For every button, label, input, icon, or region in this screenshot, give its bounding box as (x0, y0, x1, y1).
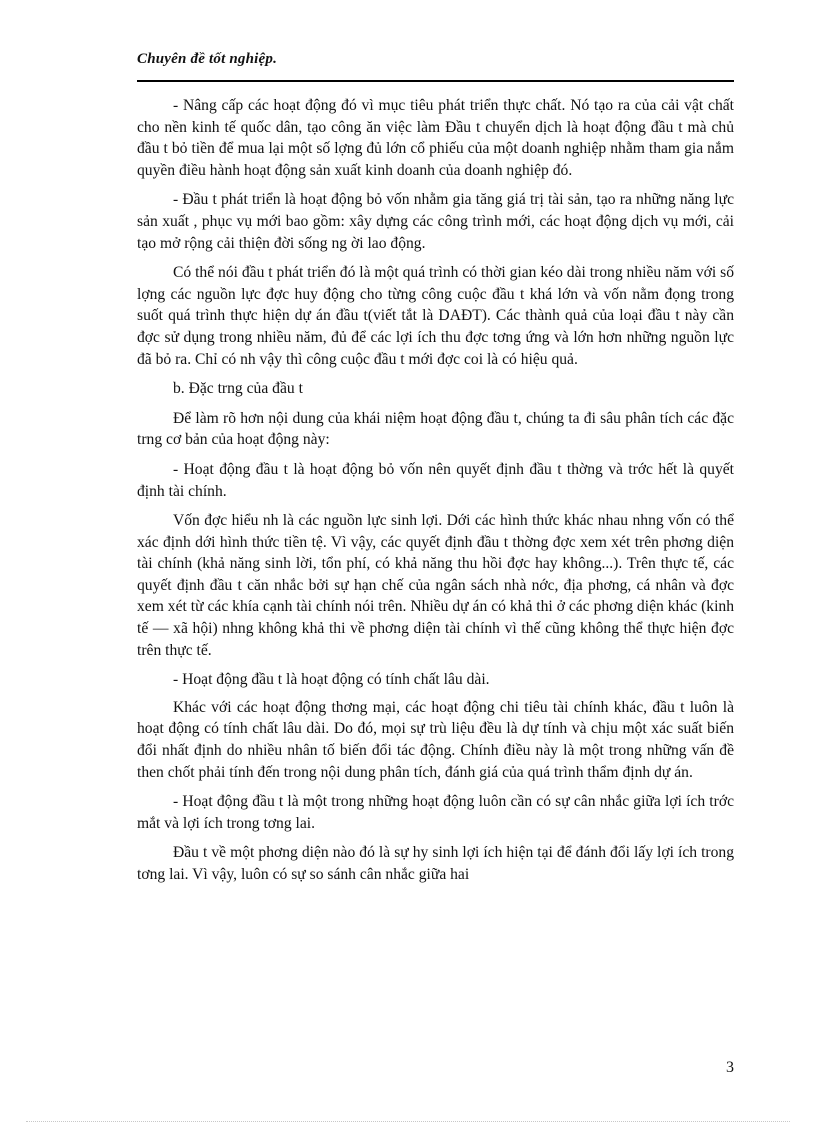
paragraph-tinh-chat-lau-dai: - Hoạt động đầu t là hoạt động có tính chất lâu dài. (173, 671, 490, 689)
paragraph-qua-trinh-dau-tu: Có thể nói đầu t phát triển đó là một quá trình có thời gian kéo dài trong nhiều năm với số lợng các nguồn lực đợc huy động cho từng công cuộc đầu t khá lớn và vốn nằm đọng trong suốt quá trình thực hiện dự án đầu t(viết tắt là DAĐT). Các thành quả của loại đầu t này cần đợc sử dụng trong nhiều năm, đủ để các lợi ích thu đợc tơng ứng và lớn hơn những nguồn lực đã bỏ ra. Chỉ có nh vậy thì công cuộc đầu t mới đợc coi là có hiệu quả. (137, 264, 734, 368)
paragraph-von-sinh-loi: Vốn đợc hiểu nh là các nguồn lực sinh lợi. Dới các hình thức khác nhau nhng vốn có thể xác định dới hình thức tiền tệ. Vì vậy, các quyết định đầu t thờng đợc xem xét trên phơng diện tài chính (khả năng sinh lời, tổn phí, có khả năng thu hồi đợc hay không...). Trên thực tế, các quyết định đầu t căn nhắc bởi sự hạn chế của ngân sách nhà nớc, địa phơng, cá nhân và đợc xem xét từ các khía cạnh tài chính nói trên. Nhiều dự án có khả thi ở các phơng diện khác (kinh tế — xã hội) nhng không khả thi về phơng diện tài chính vì thế cũng không thể thực hiện đợc trên thực tế. (137, 512, 734, 659)
paragraph-phan-tich-dac-trung: Để làm rõ hơn nội dung của khái niệm hoạt động đầu t, chúng ta đi sâu phân tích các đặc trng cơ bản của hoạt động này: (137, 409, 734, 449)
page-header (137, 48, 734, 82)
paragraph-khac-hoat-dong-thuong-mai: Khác với các hoạt động thơng mại, các hoạt động chi tiêu tài chính khác, đầu t luôn là hoạt động có tính chất lâu dài. Do đó, mọi sự trù liệu đều là dự tính và chịu một xác suất biến đổi nhất định do nhiều nhân tố biến đổi tác động. Chính điều này là một trong những vấn đề then chốt phải tính đến trong nội dung phân tích, đánh giá của quá trình thẩm định dự án. (137, 698, 734, 781)
paragraph-nang-cap: - Nâng cấp các hoạt động đó vì mục tiêu phát triển thực chất. Nó tạo ra của cải vật chất cho nền kinh tế quốc dân, tạo công ăn việc làm Đầu t chuyển dịch là hoạt động đầu t mà chủ đầu t bỏ tiền để mua lại một số lợng đủ lớn cổ phiếu của một doanh nghiệp nhằm tham gia nắm quyền điều hành hoạt động sản xuất kinh doanh của doanh nghiệp đó. (137, 97, 734, 179)
document-title: Chuyên đề tốt nghiệp. (137, 51, 278, 67)
bottom-divider (26, 1121, 790, 1122)
paragraph-hy-sinh-loi-ich: Đầu t về một phơng diện nào đó là sự hy sinh lợi ích hiện tại để đánh đổi lấy lợi ích trong tơng lai. Vì vậy, luôn có sự so sánh cân nhắc giữa hai (137, 844, 734, 883)
paragraph-quyet-dinh-tai-chinh: - Hoạt động đầu t là hoạt động bỏ vốn nên quyết định đầu t thờng và trớc hết là quyết định tài chính. (137, 460, 734, 500)
paragraph-can-nhac-loi-ich: - Hoạt động đầu t là một trong những hoạt động luôn cần có sự cân nhắc giữa lợi ích trớc mắt và lợi ích trong tơng lai. (137, 793, 734, 832)
page-number: 3 (726, 1059, 734, 1076)
document-body (137, 95, 734, 894)
section-heading-dac-trung: b. Đặc trng của đầu t (173, 380, 303, 398)
paragraph-dau-tu-phat-trien: - Đầu t phát triển là hoạt động bỏ vốn nhằm gia tăng giá trị tài sản, tạo ra những năng lực sản xuất , phục vụ mới bao gồm: xây dựng các công trình mới, các hoạt động dịch vụ mới, cải tạo mở rộng cải thiện đời sống ng ời lao động. (137, 191, 734, 252)
